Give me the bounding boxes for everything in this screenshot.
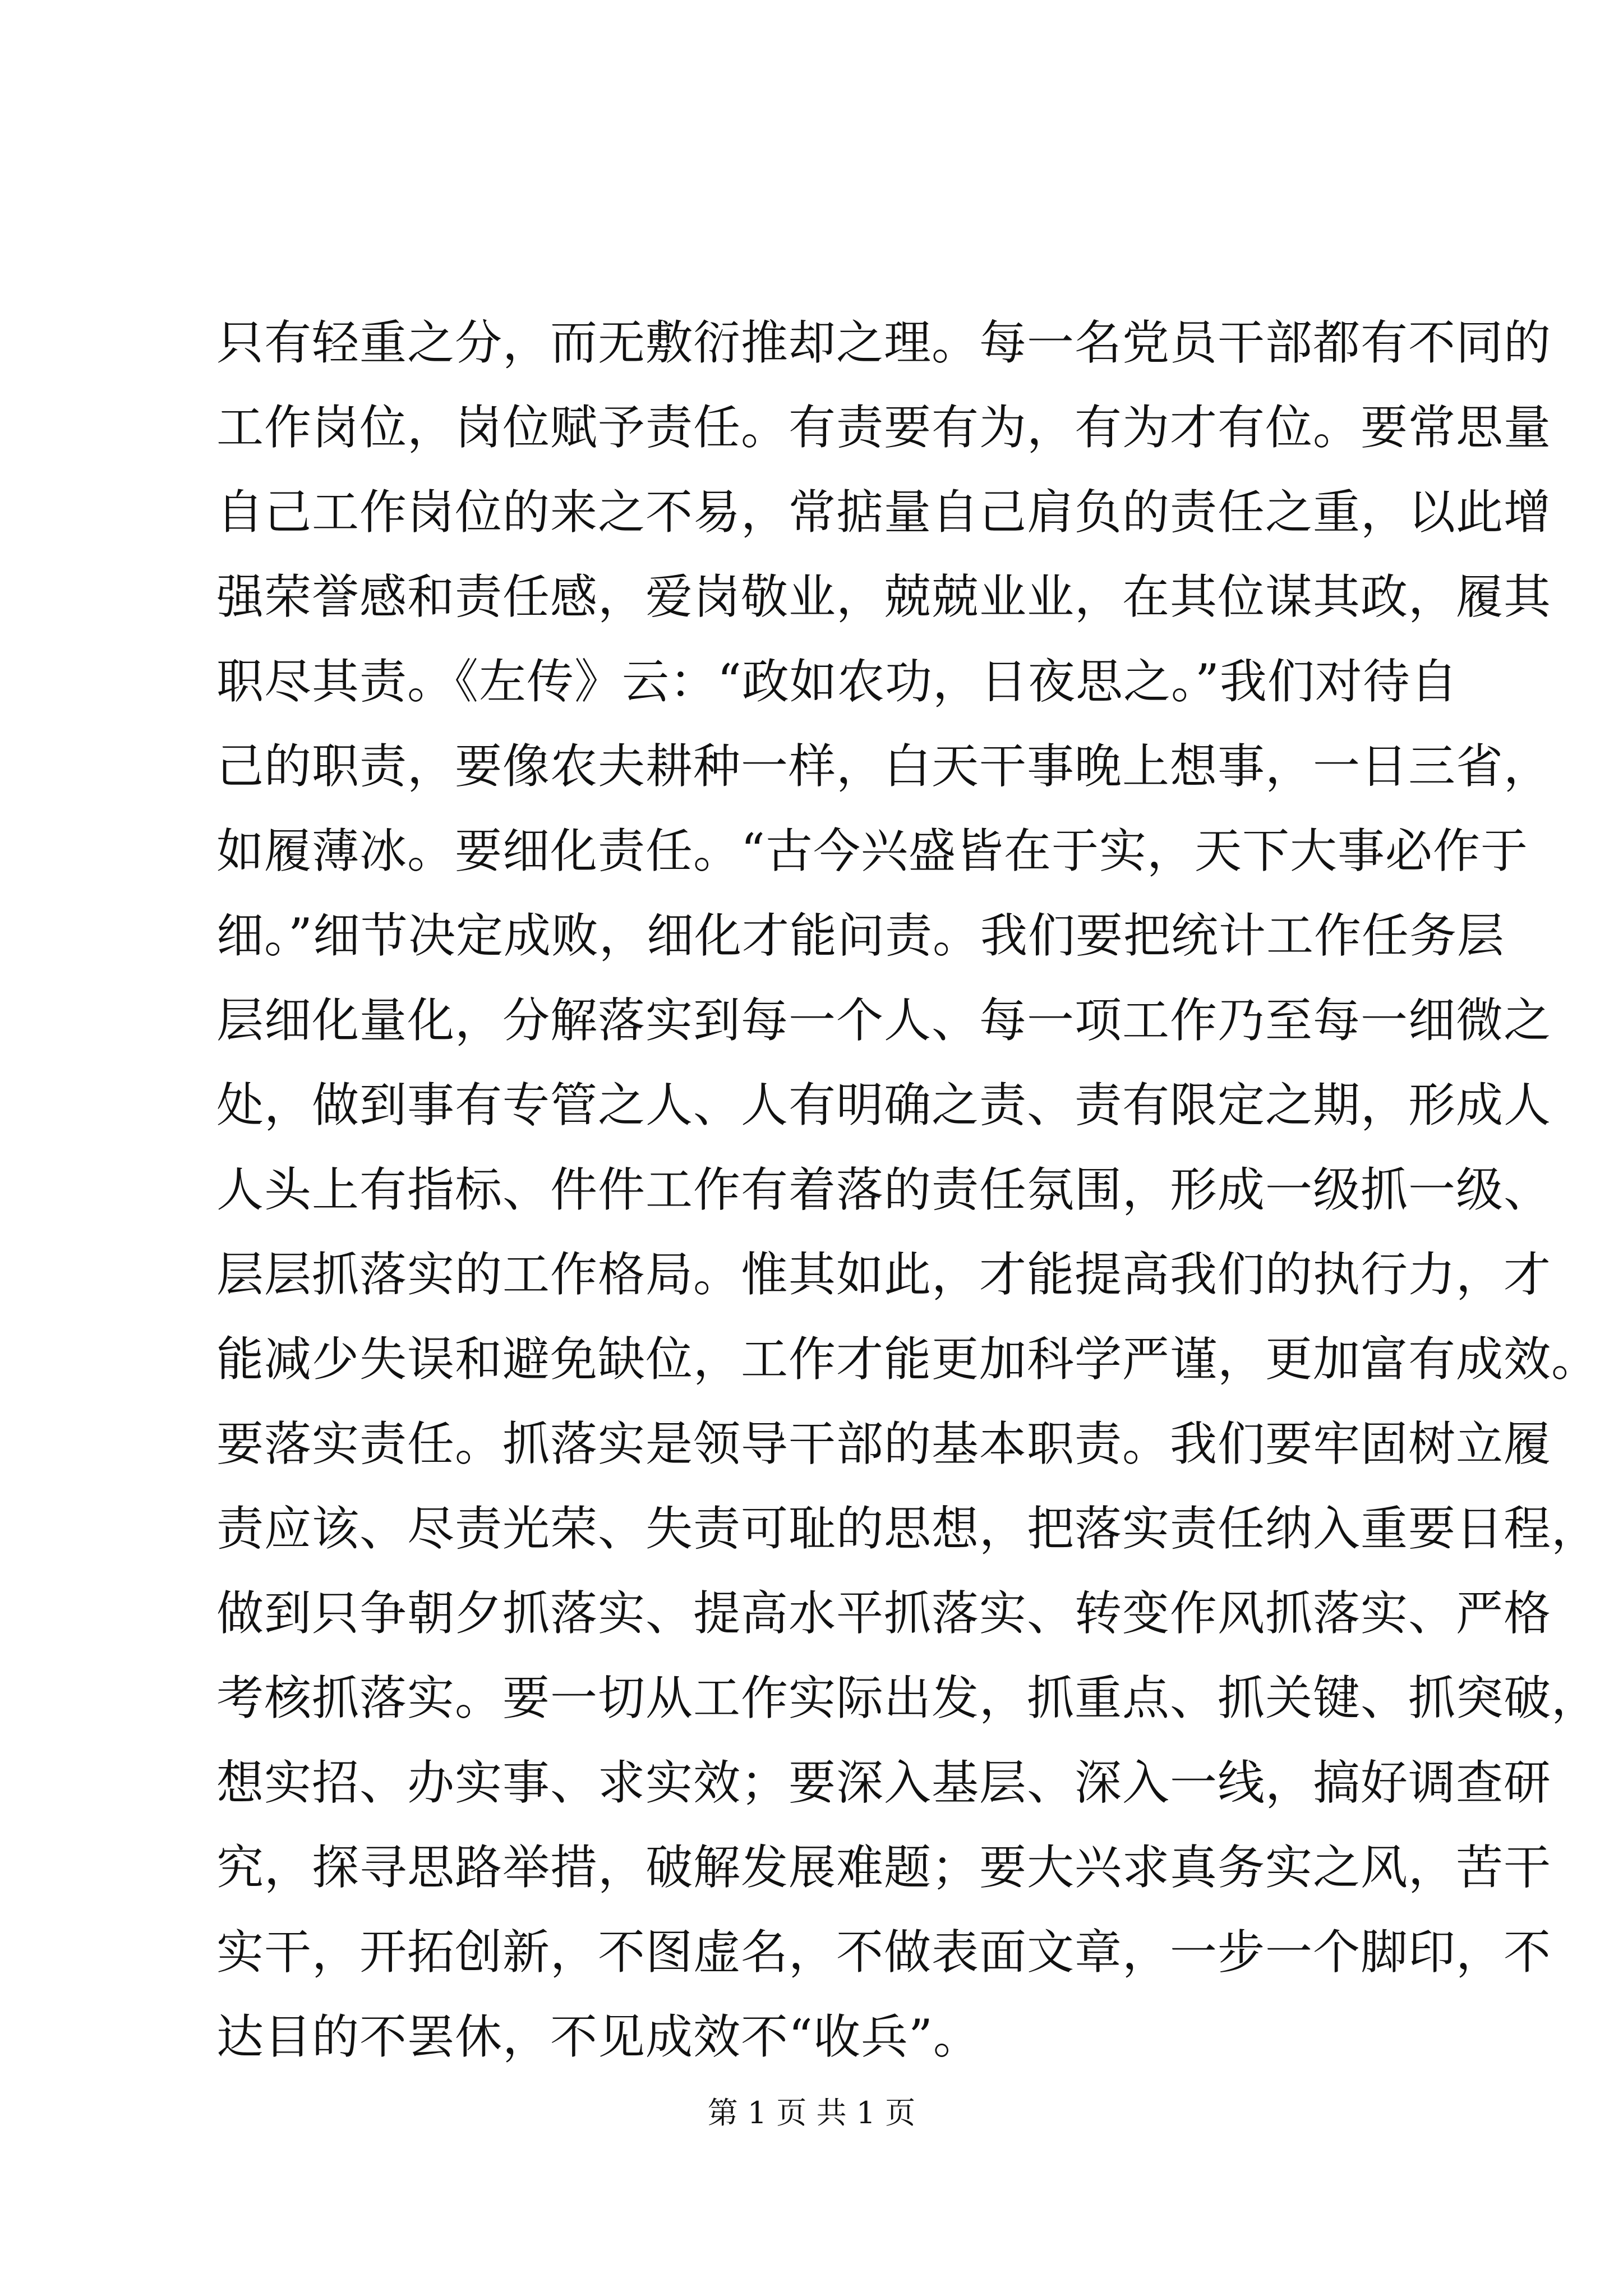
text-line: 如履薄冰。要细化责任。“古今兴盛皆在于实，天下大事必作于 — [216, 823, 1528, 878]
text-line: 能减少失误和避免缺位，工作才能更加科学严谨，更加富有成效。 — [216, 1332, 1599, 1387]
text-line: 只有轻重之分，而无敷衍推却之理。每一名党员干部都有不同的 — [216, 315, 1552, 370]
text-line: 要落实责任。抓落实是领导干部的基本职责。我们要牢固树立履 — [216, 1416, 1552, 1471]
page-number-footer: 第 1 页 共 1 页 — [707, 2095, 916, 2131]
text-line: 层层抓落实的工作格局。惟其如此，才能提高我们的执行力，才 — [216, 1247, 1552, 1302]
text-line: 层细化量化，分解落实到每一个人、每一项工作乃至每一细微之 — [216, 993, 1552, 1048]
text-line: 处，做到事有专管之人、人有明确之责、责有限定之期，形成人 — [216, 1078, 1552, 1133]
text-line: 做到只争朝夕抓落实、提高水平抓落实、转变作风抓落实、严格 — [216, 1586, 1552, 1641]
text-line: 自己工作岗位的来之不易，常掂量自己肩负的责任之重，以此增 — [216, 485, 1552, 540]
text-line: 己的职责，要像农夫耕种一样，白天干事晚上想事，一日三省， — [216, 739, 1552, 794]
text-line: 职尽其责。《左传》云：“政如农功，日夜思之。”我们对待自 — [216, 654, 1458, 709]
text-line: 实干，开拓创新，不图虚名，不做表面文章，一步一个脚印，不 — [216, 1925, 1552, 1980]
text-line: 想实招、办实事、求实效；要深入基层、深入一线，搞好调查研 — [216, 1755, 1552, 1810]
text-line: 达目的不罢休，不见成效不“收兵”。 — [216, 2009, 981, 2064]
text-line: 强荣誉感和责任感，爱岗敬业，兢兢业业，在其位谋其政，履其 — [216, 569, 1552, 624]
text-line: 责应该、尽责光荣、失责可耻的思想，把落实责任纳入重要日程， — [216, 1501, 1599, 1556]
text-line: 究，探寻思路举措，破解发展难题；要大兴求真务实之风，苦干 — [216, 1840, 1552, 1895]
document-body — [216, 301, 1599, 2079]
text-line: 细。”细节决定成败，细化才能问责。我们要把统计工作任务层 — [216, 908, 1505, 963]
text-line: 工作岗位，岗位赋予责任。有责要有为，有为才有位。要常思量 — [216, 400, 1552, 455]
text-line: 人头上有指标、件件工作有着落的责任氛围，形成一级抓一级、 — [216, 1162, 1552, 1217]
text-line: 考核抓落实。要一切从工作实际出发，抓重点、抓关键、抓突破， — [216, 1671, 1599, 1726]
